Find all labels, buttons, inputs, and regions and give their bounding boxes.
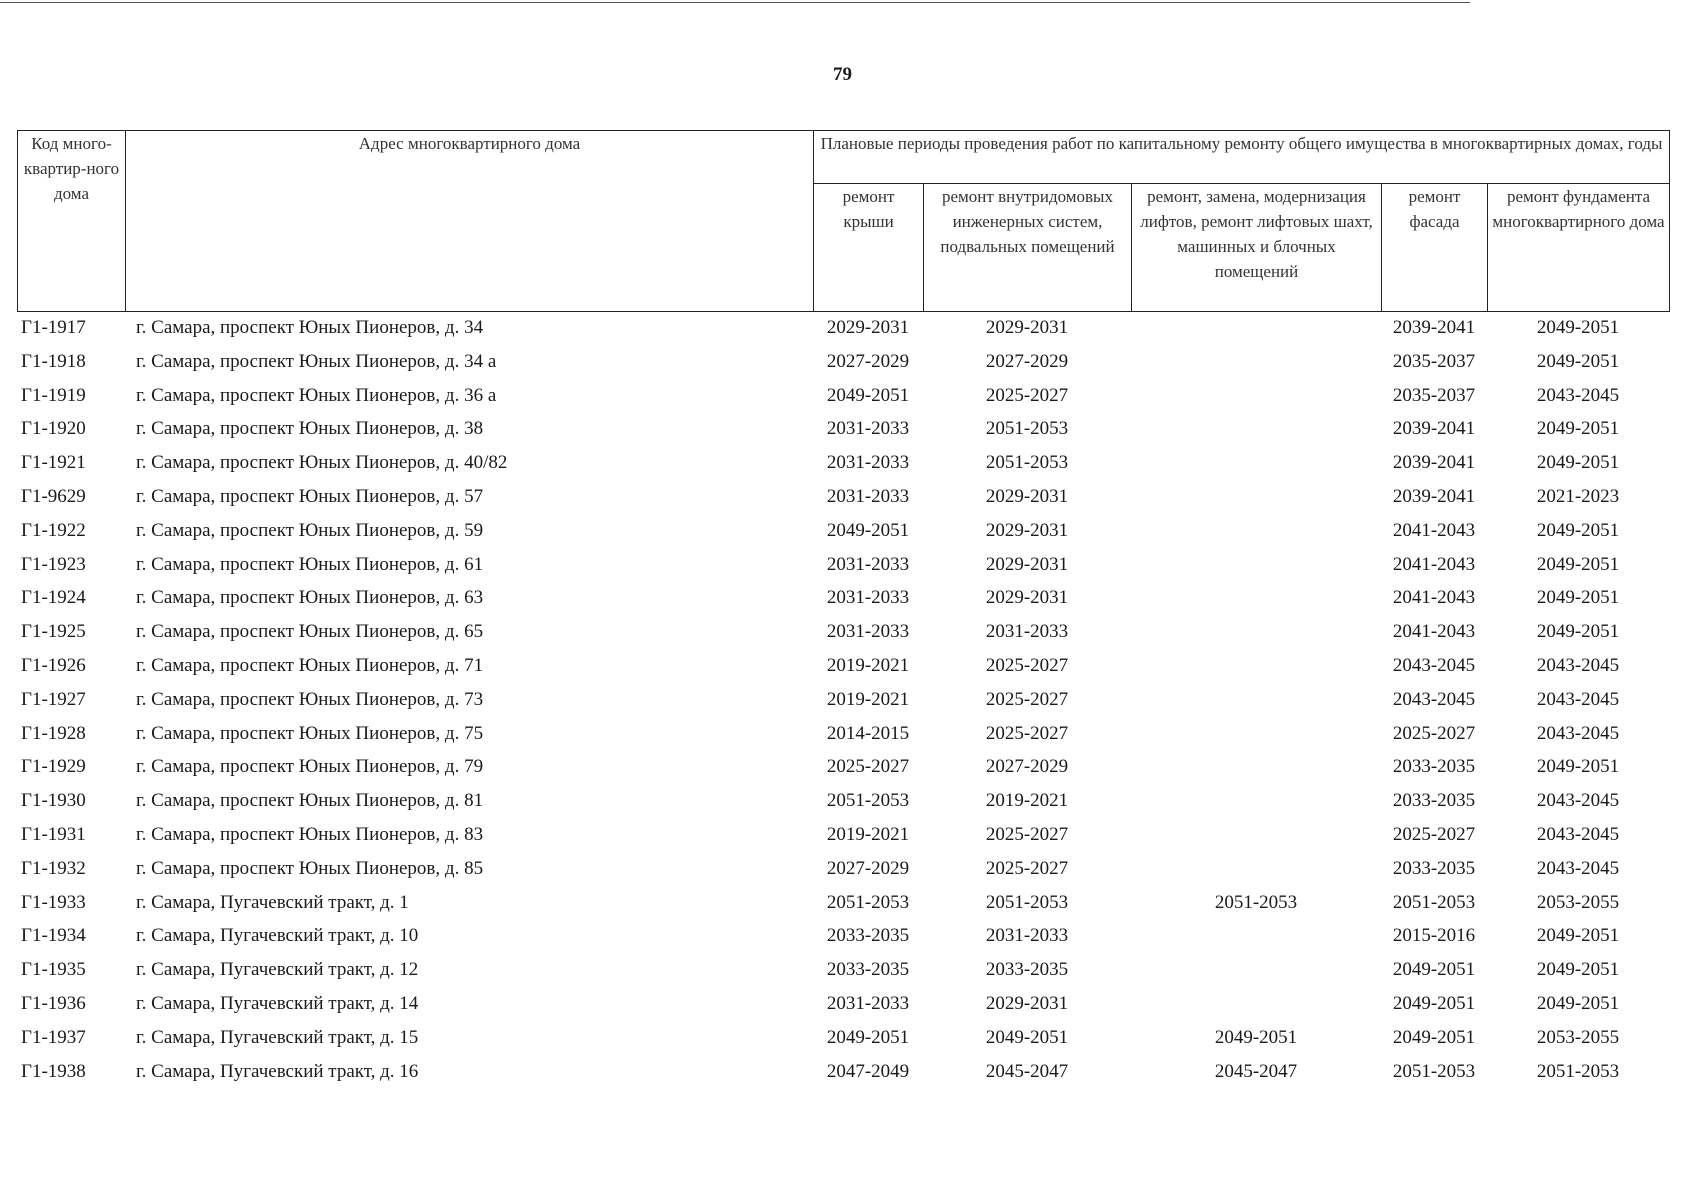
table-row bbox=[17, 585, 1669, 619]
cell-systems: 2045-2047 bbox=[985, 1060, 1069, 1082]
cell-facade: 2035-2037 bbox=[1392, 350, 1476, 372]
header-periods: Плановые периоды проведения работ по капитальному ремонту общего имущества в многоквартирных домах, годы bbox=[814, 131, 1670, 184]
cell-address: г. Самара, проспект Юных Пионеров, д. 65 bbox=[136, 621, 484, 643]
cell-facade: 2035-2037 bbox=[1392, 384, 1476, 406]
cell-code: Г1-9629 bbox=[21, 485, 86, 507]
cell-address: г. Самара, Пугачевский тракт, д. 14 bbox=[136, 992, 419, 1014]
cell-foundation: 2049-2051 bbox=[1536, 418, 1620, 440]
cell-roof: 2027-2029 bbox=[826, 857, 910, 879]
cell-address: г. Самара, проспект Юных Пионеров, д. 79 bbox=[136, 756, 484, 778]
cell-foundation: 2043-2045 bbox=[1536, 823, 1620, 845]
cell-elevators bbox=[1131, 518, 1381, 552]
header-address: Адрес многоквартирного дома bbox=[126, 131, 814, 312]
table-row bbox=[17, 619, 1669, 653]
cell-systems: 2029-2031 bbox=[985, 992, 1069, 1014]
header-code: Код много-квартир-ного дома bbox=[18, 131, 126, 312]
table-row bbox=[17, 788, 1669, 822]
cell-elevators bbox=[1131, 450, 1381, 484]
table-row bbox=[17, 416, 1669, 450]
cell-address: г. Самара, проспект Юных Пионеров, д. 85 bbox=[136, 857, 484, 879]
cell-facade: 2015-2016 bbox=[1392, 925, 1476, 947]
cell-foundation: 2053-2055 bbox=[1536, 1026, 1620, 1048]
cell-roof: 2051-2053 bbox=[826, 891, 910, 913]
cell-code: Г1-1923 bbox=[21, 553, 86, 575]
cell-roof: 2033-2035 bbox=[826, 925, 910, 947]
cell-foundation: 2049-2051 bbox=[1536, 317, 1620, 338]
cell-facade: 2049-2051 bbox=[1392, 1026, 1476, 1048]
cell-address: г. Самара, проспект Юных Пионеров, д. 34 bbox=[136, 317, 484, 338]
table-row bbox=[17, 349, 1669, 383]
header-foundation: ремонт фундамента многоквартирного дома bbox=[1488, 184, 1670, 312]
cell-elevators bbox=[1131, 552, 1381, 586]
cell-foundation: 2043-2045 bbox=[1536, 688, 1620, 710]
cell-facade: 2033-2035 bbox=[1392, 790, 1476, 812]
cell-elevators bbox=[1131, 484, 1381, 518]
cell-address: г. Самара, проспект Юных Пионеров, д. 61 bbox=[136, 553, 484, 575]
cell-code: Г1-1920 bbox=[21, 418, 86, 440]
cell-foundation: 2043-2045 bbox=[1536, 722, 1620, 744]
cell-elevators bbox=[1131, 416, 1381, 450]
table-row bbox=[17, 315, 1669, 349]
cell-roof: 2019-2021 bbox=[826, 654, 910, 676]
cell-code: Г1-1917 bbox=[21, 317, 86, 338]
cell-code: Г1-1935 bbox=[21, 959, 86, 981]
cell-systems: 2051-2053 bbox=[985, 452, 1069, 474]
cell-facade: 2039-2041 bbox=[1392, 485, 1476, 507]
cell-roof: 2027-2029 bbox=[826, 350, 910, 372]
cell-elevators bbox=[1131, 383, 1381, 417]
cell-systems: 2029-2031 bbox=[985, 317, 1069, 338]
table-row bbox=[17, 856, 1669, 890]
table-row bbox=[17, 957, 1669, 991]
cell-roof: 2051-2053 bbox=[826, 790, 910, 812]
cell-facade: 2039-2041 bbox=[1392, 317, 1476, 338]
cell-foundation: 2053-2055 bbox=[1536, 891, 1620, 913]
cell-foundation: 2049-2051 bbox=[1536, 756, 1620, 778]
cell-code: Г1-1924 bbox=[21, 587, 86, 609]
cell-systems: 2027-2029 bbox=[985, 756, 1069, 778]
cell-elevators bbox=[1131, 619, 1381, 653]
cell-systems: 2025-2027 bbox=[985, 654, 1069, 676]
cell-roof: 2049-2051 bbox=[826, 1026, 910, 1048]
cell-code: Г1-1919 bbox=[21, 384, 86, 406]
cell-foundation: 2049-2051 bbox=[1536, 959, 1620, 981]
cell-code: Г1-1921 bbox=[21, 452, 86, 474]
cell-roof: 2031-2033 bbox=[826, 485, 910, 507]
cell-address: г. Самара, проспект Юных Пионеров, д. 83 bbox=[136, 823, 484, 845]
table-body bbox=[17, 315, 1669, 1092]
cell-facade: 2041-2043 bbox=[1392, 553, 1476, 575]
cell-systems: 2029-2031 bbox=[985, 587, 1069, 609]
cell-foundation: 2043-2045 bbox=[1536, 790, 1620, 812]
table-header bbox=[17, 130, 1670, 312]
cell-address: г. Самара, проспект Юных Пионеров, д. 71 bbox=[136, 654, 484, 676]
cell-elevators bbox=[1131, 315, 1381, 349]
cell-roof: 2031-2033 bbox=[826, 992, 910, 1014]
cell-code: Г1-1936 bbox=[21, 992, 86, 1014]
cell-roof: 2031-2033 bbox=[826, 587, 910, 609]
table-row bbox=[17, 484, 1669, 518]
page-number: 79 bbox=[833, 64, 852, 85]
cell-foundation: 2049-2051 bbox=[1536, 553, 1620, 575]
cell-foundation: 2049-2051 bbox=[1536, 992, 1620, 1014]
cell-address: г. Самара, проспект Юных Пионеров, д. 59 bbox=[136, 519, 484, 541]
cell-elevators bbox=[1131, 585, 1381, 619]
cell-foundation: 2043-2045 bbox=[1536, 857, 1620, 879]
cell-elevators: 2045-2047 bbox=[1214, 1060, 1298, 1082]
cell-facade: 2041-2043 bbox=[1392, 587, 1476, 609]
table-row bbox=[17, 450, 1669, 484]
header-elevators: ремонт, замена, модернизация лифтов, ремонт лифтовых шахт, машинных и блочных помещений bbox=[1132, 184, 1382, 312]
table-row bbox=[17, 1059, 1669, 1093]
cell-code: Г1-1937 bbox=[21, 1026, 86, 1048]
cell-facade: 2033-2035 bbox=[1392, 756, 1476, 778]
cell-code: Г1-1929 bbox=[21, 756, 86, 778]
cell-systems: 2033-2035 bbox=[985, 959, 1069, 981]
cell-foundation: 2049-2051 bbox=[1536, 350, 1620, 372]
cell-roof: 2019-2021 bbox=[826, 688, 910, 710]
cell-foundation: 2051-2053 bbox=[1536, 1060, 1620, 1082]
cell-address: г. Самара, проспект Юных Пионеров, д. 57 bbox=[136, 485, 484, 507]
cell-foundation: 2049-2051 bbox=[1536, 587, 1620, 609]
table-row bbox=[17, 1025, 1669, 1059]
cell-facade: 2043-2045 bbox=[1392, 654, 1476, 676]
header-facade: ремонт фасада bbox=[1382, 184, 1488, 312]
cell-facade: 2041-2043 bbox=[1392, 621, 1476, 643]
table-row bbox=[17, 754, 1669, 788]
cell-address: г. Самара, проспект Юных Пионеров, д. 40/82 bbox=[136, 452, 508, 474]
table-row bbox=[17, 822, 1669, 856]
cell-code: Г1-1931 bbox=[21, 823, 86, 845]
cell-roof: 2031-2033 bbox=[826, 452, 910, 474]
cell-systems: 2025-2027 bbox=[985, 823, 1069, 845]
cell-roof: 2025-2027 bbox=[826, 756, 910, 778]
cell-address: г. Самара, Пугачевский тракт, д. 16 bbox=[136, 1060, 419, 1082]
table-row bbox=[17, 552, 1669, 586]
cell-facade: 2049-2051 bbox=[1392, 959, 1476, 981]
cell-elevators bbox=[1131, 923, 1381, 957]
cell-address: г. Самара, Пугачевский тракт, д. 10 bbox=[136, 925, 419, 947]
cell-address: г. Самара, Пугачевский тракт, д. 15 bbox=[136, 1026, 419, 1048]
table-row bbox=[17, 687, 1669, 721]
cell-elevators bbox=[1131, 822, 1381, 856]
cell-elevators bbox=[1131, 721, 1381, 755]
cell-roof: 2029-2031 bbox=[826, 317, 910, 338]
table-row bbox=[17, 383, 1669, 417]
cell-roof: 2033-2035 bbox=[826, 959, 910, 981]
cell-address: г. Самара, проспект Юных Пионеров, д. 73 bbox=[136, 688, 484, 710]
header-roof: ремонт крыши bbox=[814, 184, 924, 312]
cell-systems: 2025-2027 bbox=[985, 384, 1069, 406]
table-row bbox=[17, 721, 1669, 755]
cell-code: Г1-1928 bbox=[21, 722, 86, 744]
cell-address: г. Самара, проспект Юных Пионеров, д. 63 bbox=[136, 587, 484, 609]
cell-code: Г1-1932 bbox=[21, 857, 86, 879]
cell-elevators bbox=[1131, 349, 1381, 383]
cell-roof: 2031-2033 bbox=[826, 553, 910, 575]
cell-foundation: 2049-2051 bbox=[1536, 621, 1620, 643]
cell-roof: 2031-2033 bbox=[826, 418, 910, 440]
cell-facade: 2041-2043 bbox=[1392, 519, 1476, 541]
cell-code: Г1-1933 bbox=[21, 891, 86, 913]
cell-code: Г1-1925 bbox=[21, 621, 86, 643]
table-row bbox=[17, 890, 1669, 924]
cell-address: г. Самара, проспект Юных Пионеров, д. 36 а bbox=[136, 384, 497, 406]
cell-systems: 2029-2031 bbox=[985, 485, 1069, 507]
cell-roof: 2031-2033 bbox=[826, 621, 910, 643]
table-row bbox=[17, 518, 1669, 552]
cell-code: Г1-1938 bbox=[21, 1060, 86, 1082]
cell-address: г. Самара, Пугачевский тракт, д. 1 bbox=[136, 891, 409, 913]
cell-address: г. Самара, проспект Юных Пионеров, д. 34 а bbox=[136, 350, 497, 372]
table-row bbox=[17, 923, 1669, 957]
cell-systems: 2051-2053 bbox=[985, 418, 1069, 440]
header-systems: ремонт внутридомовых инженерных систем, подвальных помещений bbox=[924, 184, 1132, 312]
cell-code: Г1-1926 bbox=[21, 654, 86, 676]
cell-systems: 2051-2053 bbox=[985, 891, 1069, 913]
cell-systems: 2029-2031 bbox=[985, 553, 1069, 575]
cell-code: Г1-1934 bbox=[21, 925, 86, 947]
cell-foundation: 2049-2051 bbox=[1536, 519, 1620, 541]
cell-roof: 2019-2021 bbox=[826, 823, 910, 845]
cell-facade: 2049-2051 bbox=[1392, 992, 1476, 1014]
cell-facade: 2039-2041 bbox=[1392, 452, 1476, 474]
cell-systems: 2025-2027 bbox=[985, 688, 1069, 710]
cell-systems: 2049-2051 bbox=[985, 1026, 1069, 1048]
cell-roof: 2047-2049 bbox=[826, 1060, 910, 1082]
cell-facade: 2033-2035 bbox=[1392, 857, 1476, 879]
cell-roof: 2049-2051 bbox=[826, 519, 910, 541]
cell-systems: 2029-2031 bbox=[985, 519, 1069, 541]
cell-systems: 2031-2033 bbox=[985, 621, 1069, 643]
cell-elevators bbox=[1131, 856, 1381, 890]
cell-foundation: 2049-2051 bbox=[1536, 925, 1620, 947]
cell-systems: 2025-2027 bbox=[985, 857, 1069, 879]
cell-code: Г1-1930 bbox=[21, 790, 86, 812]
cell-facade: 2051-2053 bbox=[1392, 891, 1476, 913]
cell-facade: 2043-2045 bbox=[1392, 688, 1476, 710]
cell-elevators bbox=[1131, 653, 1381, 687]
cell-address: г. Самара, Пугачевский тракт, д. 12 bbox=[136, 959, 419, 981]
cell-facade: 2051-2053 bbox=[1392, 1060, 1476, 1082]
cell-facade: 2025-2027 bbox=[1392, 823, 1476, 845]
cell-foundation: 2043-2045 bbox=[1536, 384, 1620, 406]
cell-elevators: 2049-2051 bbox=[1214, 1026, 1298, 1048]
cell-address: г. Самара, проспект Юных Пионеров, д. 75 bbox=[136, 722, 484, 744]
cell-elevators bbox=[1131, 788, 1381, 822]
cell-systems: 2025-2027 bbox=[985, 722, 1069, 744]
cell-elevators bbox=[1131, 957, 1381, 991]
cell-facade: 2039-2041 bbox=[1392, 418, 1476, 440]
cell-roof: 2049-2051 bbox=[826, 384, 910, 406]
cell-systems: 2027-2029 bbox=[985, 350, 1069, 372]
cell-elevators bbox=[1131, 991, 1381, 1025]
cell-roof: 2014-2015 bbox=[826, 722, 910, 744]
cell-address: г. Самара, проспект Юных Пионеров, д. 81 bbox=[136, 790, 484, 812]
cell-foundation: 2021-2023 bbox=[1536, 485, 1620, 507]
cell-code: Г1-1922 bbox=[21, 519, 86, 541]
cell-foundation: 2043-2045 bbox=[1536, 654, 1620, 676]
cell-elevators: 2051-2053 bbox=[1214, 891, 1298, 913]
cell-facade: 2025-2027 bbox=[1392, 722, 1476, 744]
cell-elevators bbox=[1131, 687, 1381, 721]
top-rule bbox=[0, 2, 1470, 3]
table-row bbox=[17, 653, 1669, 687]
cell-systems: 2031-2033 bbox=[985, 925, 1069, 947]
cell-address: г. Самара, проспект Юных Пионеров, д. 38 bbox=[136, 418, 484, 440]
cell-code: Г1-1927 bbox=[21, 688, 86, 710]
cell-code: Г1-1918 bbox=[21, 350, 86, 372]
cell-foundation: 2049-2051 bbox=[1536, 452, 1620, 474]
table-row bbox=[17, 991, 1669, 1025]
cell-elevators bbox=[1131, 754, 1381, 788]
cell-systems: 2019-2021 bbox=[985, 790, 1069, 812]
